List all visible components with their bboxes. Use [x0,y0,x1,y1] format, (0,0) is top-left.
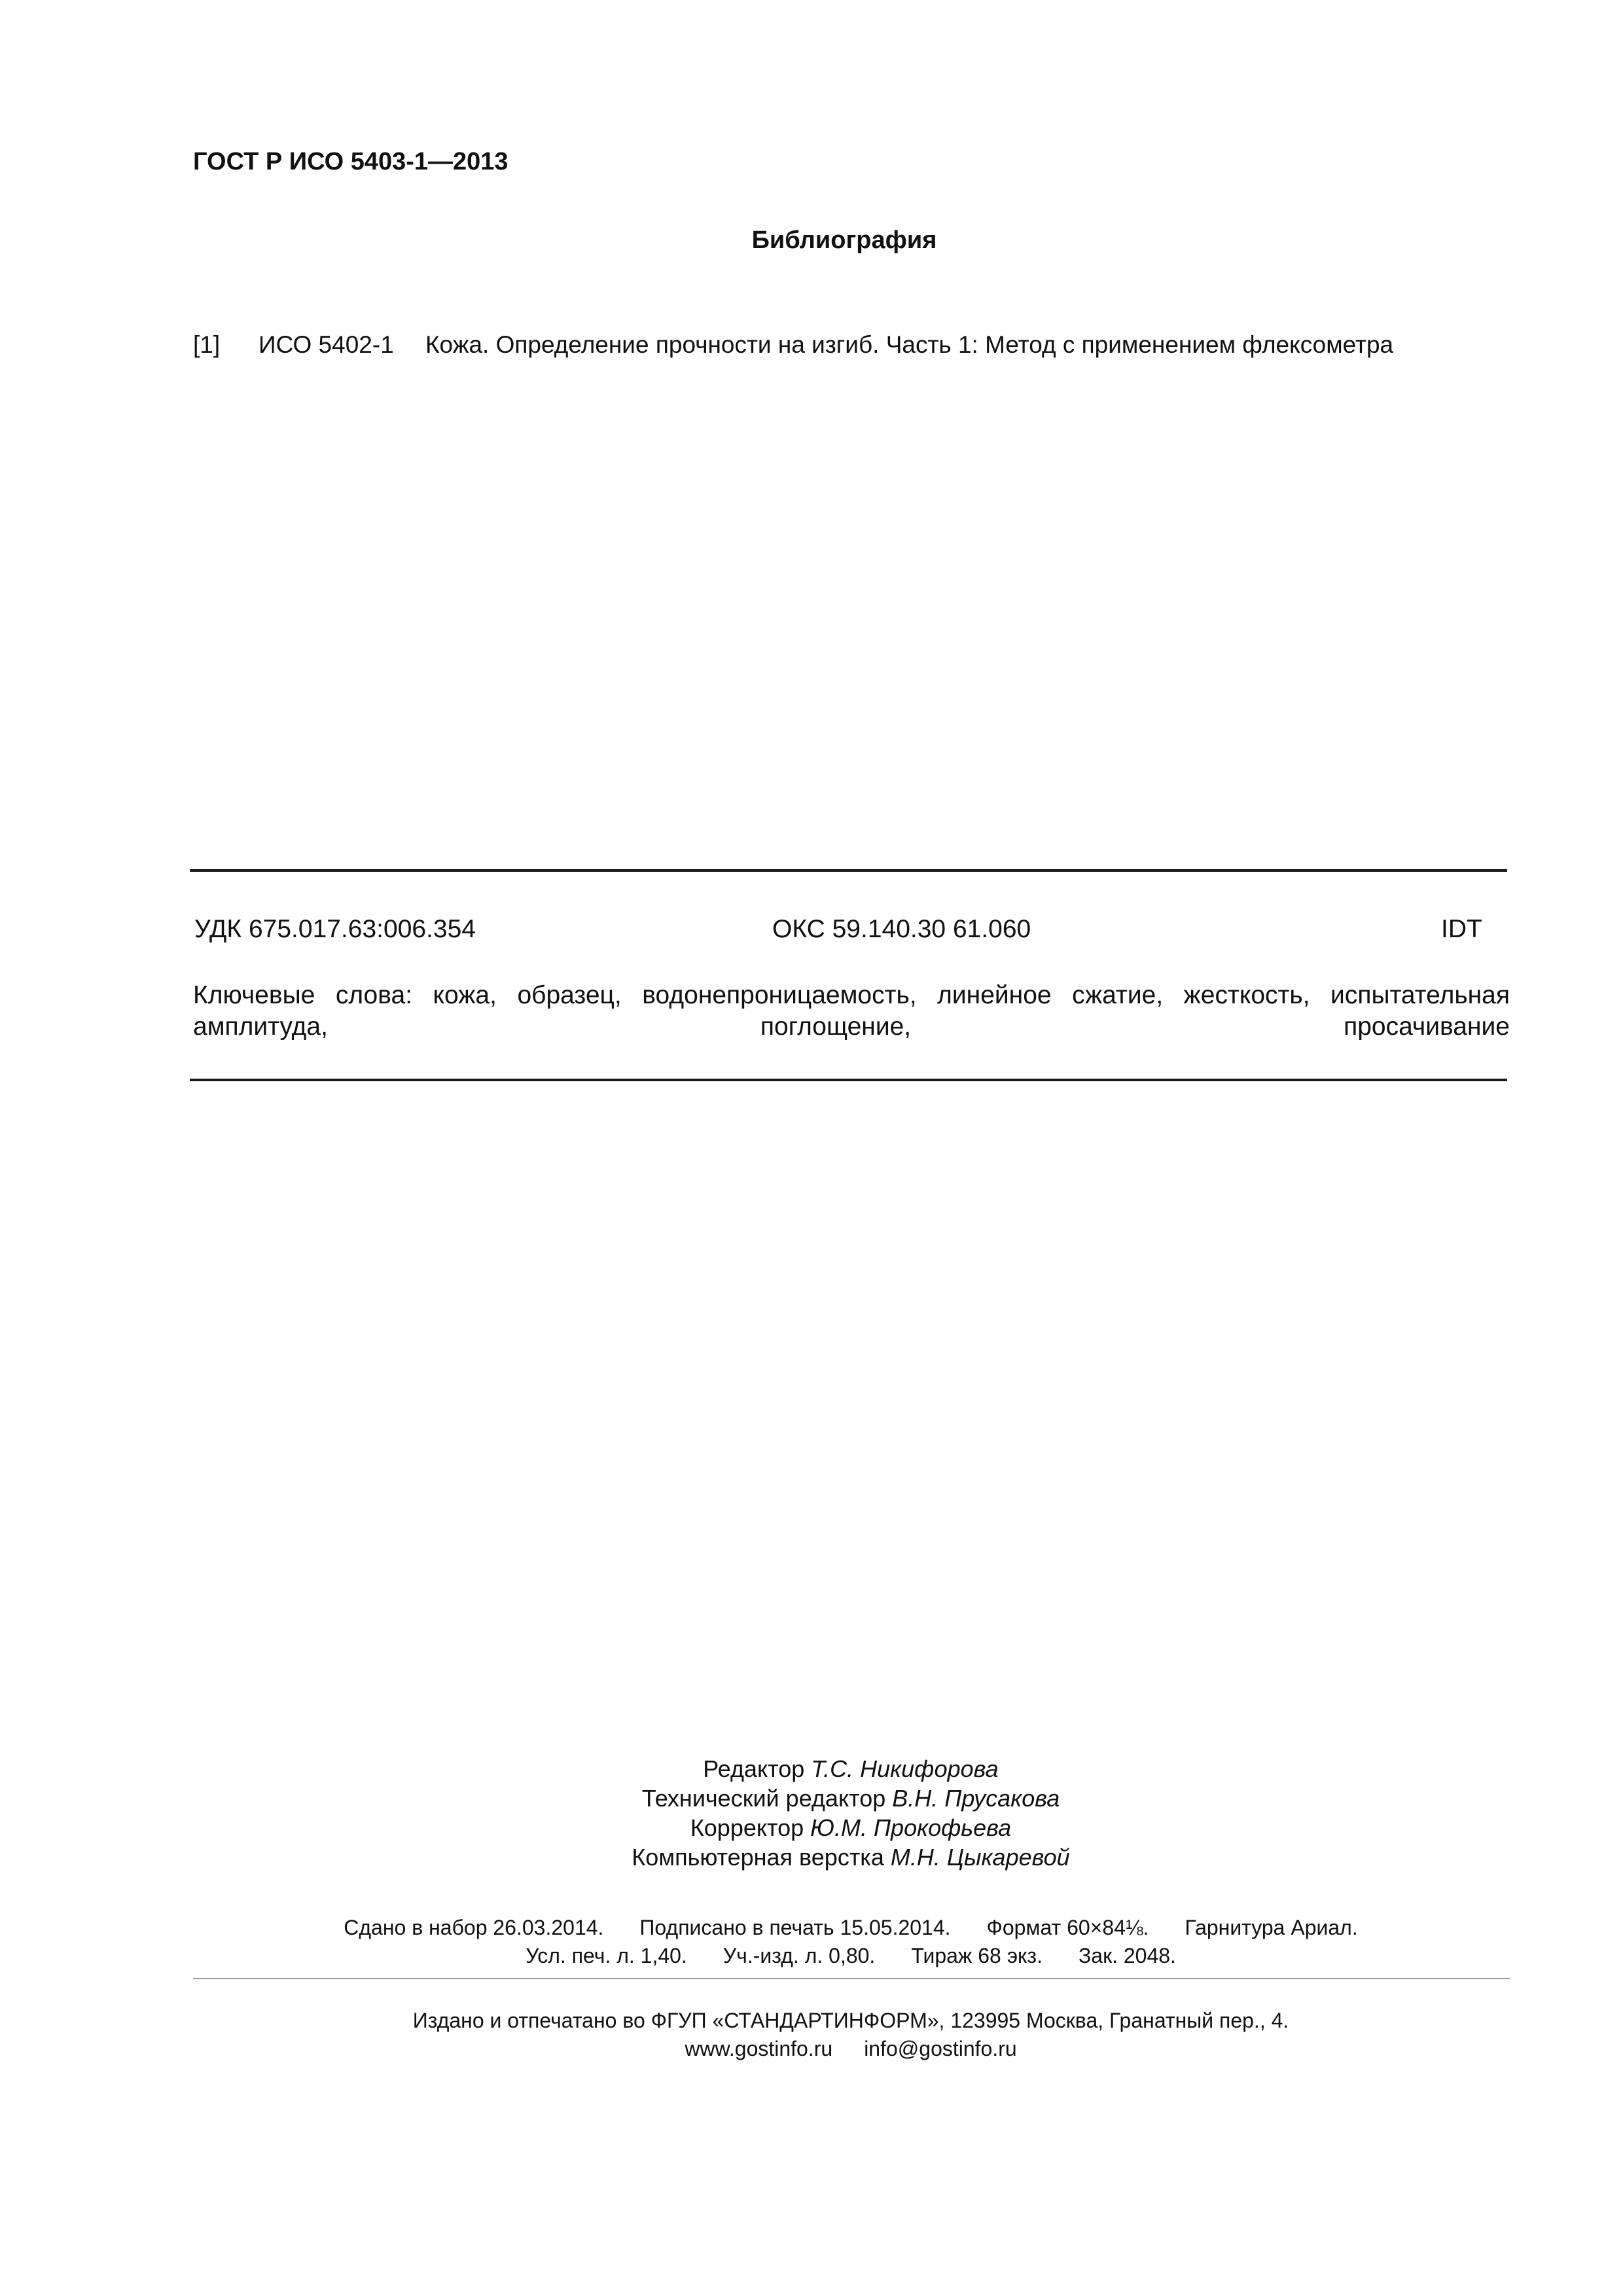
bibliography-title: Библиография [751,226,937,254]
credit-layout: Компьютерная верстка М.Н. Цыкаревой [632,1844,1070,1871]
bibliography-item-number: [1] [193,331,221,358]
document-code-header: ГОСТ Р ИСО 5403-1—2013 [193,148,508,175]
top-divider [190,869,1507,872]
publisher-line: Издано и отпечатано во ФГУП «СТАНДАРТИНФОРМ», 123995 Москва, Гранатный пер., 4. [412,2009,1289,2032]
bibliography-item-text: Кожа. Определение прочности на изгиб. Часть 1: Метод с применением флексометра [425,331,1394,358]
keywords: Ключевые слова: кожа, образец, водонепроницаемость, линейное сжатие, жесткость, испытательная амплитуда, поглощение, просачивание [193,981,1510,1041]
footer [0,2007,1623,2063]
bibliography-item-code: ИСО 5402-1 [259,331,394,358]
bottom-divider [190,1079,1507,1081]
oks-code: ОКС 59.140.30 61.060 [772,915,1031,943]
credit-technical-editor: Технический редактор В.Н. Прусакова [641,1785,1060,1812]
contact-line [0,2035,1623,2063]
idt-label: IDT [1441,915,1482,943]
footer-divider [193,1978,1510,1979]
udk-code: УДК 675.017.63:006.354 [194,915,476,943]
credit-editor: Редактор Т.С. Никифорова [703,1755,999,1782]
website-link[interactable]: www.gostinfo.ru [685,2037,833,2060]
email-link[interactable]: info@gostinfo.ru [864,2037,1017,2060]
publishing-line-2: Усл. печ. л. 1,40. Уч.-изд. л. 0,80. Тираж 68 экз. Зак. 2048. [526,1944,1176,1967]
credits-block [0,1754,1623,1872]
credit-proofreader: Корректор Ю.М. Прокофьева [690,1814,1012,1841]
publishing-line-1: Сдано в набор 26.03.2014. Подписано в печать 15.05.2014. Формат 60×84⅛. Гарнитура Ариал. [344,1916,1358,1939]
publishing-details [0,1914,1623,1970]
